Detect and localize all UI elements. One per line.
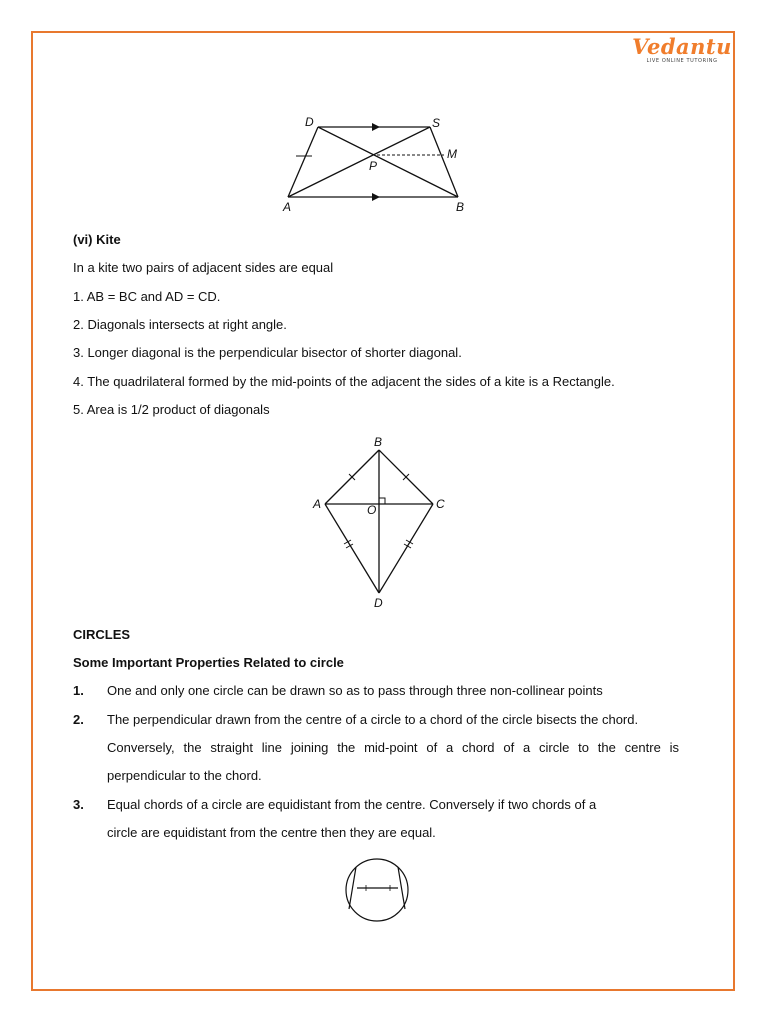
label-a: A xyxy=(283,200,292,214)
circle-property-number-1: 1. xyxy=(73,683,84,698)
label-b: B xyxy=(374,435,383,449)
circle-property-number-2: 2. xyxy=(73,712,84,727)
label-m: M xyxy=(447,147,457,161)
label-c: C xyxy=(436,497,445,511)
kite-property-3: 3. Longer diagonal is the perpendicular bisector of shorter diagonal. xyxy=(73,345,462,360)
circle-property-2-line-2: Conversely, the straight line joining the mid-point of a chord of a circle to the centre is xyxy=(107,740,679,755)
logo-wordmark: Vedantu xyxy=(632,34,732,59)
kite-property-5: 5. Area is 1/2 product of diagonals xyxy=(73,402,270,417)
circle-property-number-3: 3. xyxy=(73,797,84,812)
kite-intro: In a kite two pairs of adjacent sides are equal xyxy=(73,260,334,275)
vedantu-logo xyxy=(630,34,734,66)
circle-property-1-line-1: One and only one circle can be drawn so as to pass through three non-collinear points xyxy=(107,683,603,698)
circle-property-3-line-1: Equal chords of a circle are equidistant from the centre. Conversely if two chords of a xyxy=(107,797,597,812)
label-o: O xyxy=(367,503,377,517)
circles-subheading: Some Important Properties Related to circle xyxy=(73,655,344,670)
logo-tagline: LIVE ONLINE TUTORING xyxy=(646,58,718,64)
label-b: B xyxy=(456,200,465,214)
label-p: P xyxy=(369,159,378,173)
kite-heading: (vi) Kite xyxy=(73,232,121,247)
circles-heading: CIRCLES xyxy=(73,627,131,642)
circle-property-2-line-3: perpendicular to the chord. xyxy=(107,768,262,783)
kite-property-4: 4. The quadrilateral formed by the mid-points of the adjacent the sides of a kite is a Rectangle. xyxy=(73,374,615,389)
kite-property-1: 1. AB = BC and AD = CD. xyxy=(73,289,221,304)
kite-property-2: 2. Diagonals intersects at right angle. xyxy=(73,317,287,332)
label-a: A xyxy=(313,497,322,511)
page-border xyxy=(31,31,735,991)
circle-property-3-line-2: circle are equidistant from the centre then they are equal. xyxy=(107,825,436,840)
label-d: D xyxy=(305,115,314,129)
label-d: D xyxy=(374,596,383,610)
label-s: S xyxy=(432,116,441,130)
circle-property-2-line-1: The perpendicular drawn from the centre of a circle to a chord of the circle bisects the chord. xyxy=(107,712,639,727)
